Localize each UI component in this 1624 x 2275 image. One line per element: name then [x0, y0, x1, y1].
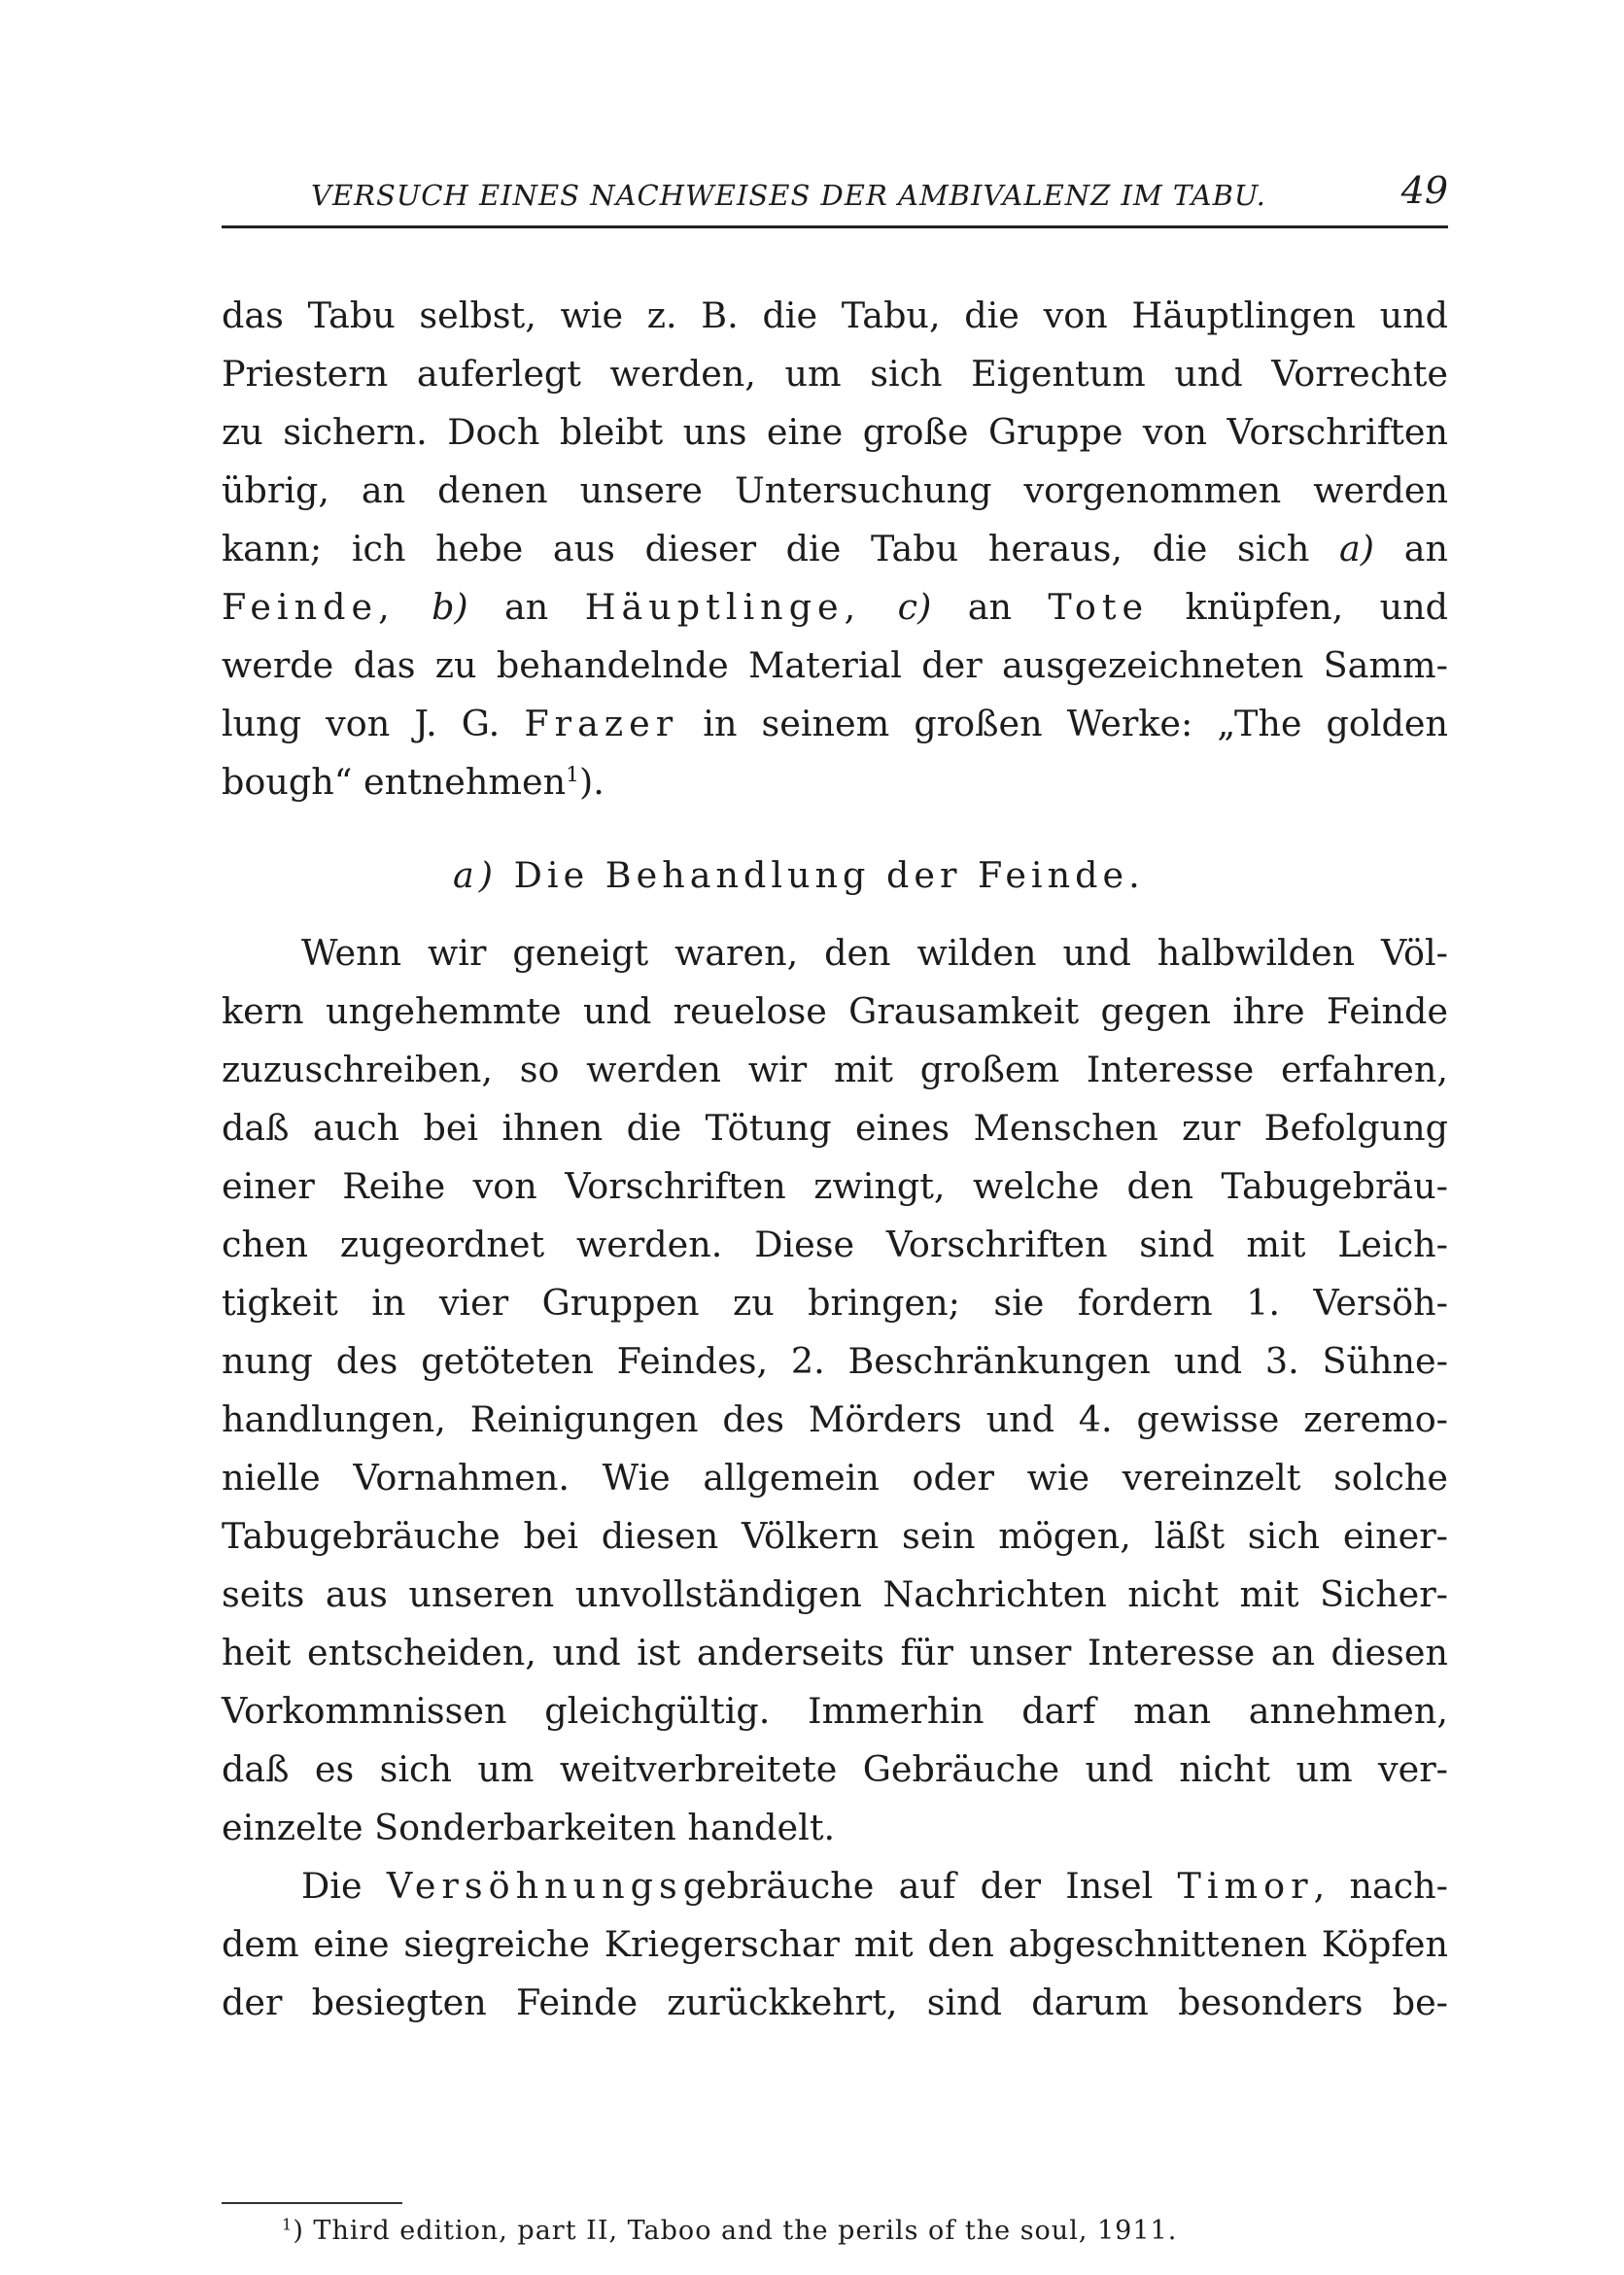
text-span: ).: [579, 761, 605, 803]
text-span: an: [504, 586, 549, 628]
text-line: daß es sich um weitverbreitete Gebräuche und nicht um ver-: [222, 1748, 1448, 1790]
footnote-marker: 1: [282, 2215, 294, 2234]
text-line: [222, 520, 1448, 578]
text-span: Die: [301, 1865, 363, 1907]
text-span: an: [1403, 528, 1448, 569]
text-span: knüpfen, und: [1185, 586, 1448, 628]
text-line: das Tabu selbst, wie z. B. die Tabu, die von Häuptlingen und: [222, 294, 1448, 336]
spaced-word-haeuptlinge: Häuptlinge,: [584, 586, 862, 628]
spaced-word-versoehnungs: Versöhnungs: [386, 1865, 683, 1907]
text-line: daß auch bei ihnen die Tötung eines Menschen zur Befolgung: [222, 1107, 1448, 1149]
running-head: VERSUCH EINES NACHWEISES DER AMBIVALENZ IM TABU.: [311, 179, 1266, 212]
text-line: nung des getöteten Feindes, 2. Beschränkungen und 3. Sühne-: [222, 1340, 1448, 1382]
footnote-reference: 1: [566, 762, 580, 787]
text-span: kann; ich hebe aus dieser die Tabu heraus, die sich: [222, 528, 1310, 569]
text-line: Wenn wir geneigt waren, den wilden und halbwilden Völ-: [301, 932, 1448, 974]
text-span: gebräuche auf der Insel: [682, 1865, 1154, 1907]
section-marker: a): [453, 854, 499, 896]
text-line: kern ungehemmte und reuelose Grausamkeit gegen ihre Feinde: [222, 990, 1448, 1032]
text-line: chen zugeordnet werden. Diese Vorschriften sind mit Leich-: [222, 1224, 1448, 1265]
footnote: [282, 2212, 1448, 2251]
text-line: zu sichern. Doch bleibt uns eine große Gruppe von Vorschriften: [222, 411, 1448, 453]
footnote-text: ) Third edition, part II, Taboo and the perils of the soul, 1911.: [293, 2216, 1178, 2246]
text-span: lung von J. G.: [222, 703, 501, 744]
page-header: [222, 165, 1448, 228]
section-title: Die Behandlung der Feinde.: [513, 854, 1145, 896]
text-line: [222, 578, 1448, 637]
text-line: tigkeit in vier Gruppen zu bringen; sie fordern 1. Versöh-: [222, 1282, 1448, 1324]
page-number: 49: [1400, 169, 1448, 212]
text-span: , nach-: [1313, 1865, 1449, 1907]
text-line: einzelte Sonderbarkeiten handelt.: [222, 1807, 836, 1848]
text-span: in seinem großen Werke: „The golden: [703, 703, 1449, 744]
text-line: seits aus unseren unvollständigen Nachrichten nicht mit Sicher-: [222, 1573, 1448, 1615]
footnote-rule: [222, 2202, 402, 2204]
spaced-word-frazer: Frazer: [524, 703, 679, 744]
text-line: [222, 1857, 1448, 1915]
text-line: werde das zu behandelnde Material der ausgezeichneten Samm-: [222, 644, 1448, 686]
text-line: Tabugebräuche bei diesen Völkern sein mögen, läßt sich einer-: [222, 1515, 1448, 1557]
text-line: [222, 753, 1448, 811]
section-heading: [222, 846, 1448, 905]
text-span: an: [967, 586, 1012, 628]
spaced-word-timor: Timor: [1177, 1865, 1314, 1907]
spaced-word-feinde: Feinde,: [222, 586, 396, 628]
text-line: zuzuschreiben, so werden wir mit großem Interesse erfahren,: [222, 1049, 1448, 1090]
text-line: dem eine siegreiche Kriegerschar mit den abgeschnittenen Köpfen: [222, 1923, 1448, 1965]
list-marker-a: a): [1339, 528, 1375, 569]
paragraph: [222, 924, 1448, 1857]
text-line: einer Reihe von Vorschriften zwingt, welche den Tabugebräu-: [222, 1165, 1448, 1207]
text-line: der besiegten Feinde zurückkehrt, sind darum besonders be-: [222, 1982, 1448, 2023]
text-line: heit entscheiden, und ist anderseits für unser Interesse an diesen: [222, 1632, 1448, 1673]
text-line: Priestern auferlegt werden, um sich Eigentum und Vorrechte: [222, 353, 1448, 395]
body-text: [222, 287, 1448, 2032]
list-marker-c: c): [897, 586, 932, 628]
text-line: handlungen, Reinigungen des Mörders und 4. gewisse zeremo-: [222, 1398, 1448, 1440]
text-line: [222, 695, 1448, 753]
spaced-word-tote: Tote: [1048, 586, 1150, 628]
list-marker-b: b): [432, 586, 468, 628]
text-line: übrig, an denen unsere Untersuchung vorgenommen werden: [222, 469, 1448, 511]
text-span: bough“ entnehmen: [222, 761, 567, 803]
text-line: Vorkommnissen gleichgültig. Immerhin darf man annehmen,: [222, 1690, 1448, 1732]
text-line: nielle Vornahmen. Wie allgemein oder wie vereinzelt solche: [222, 1457, 1448, 1499]
